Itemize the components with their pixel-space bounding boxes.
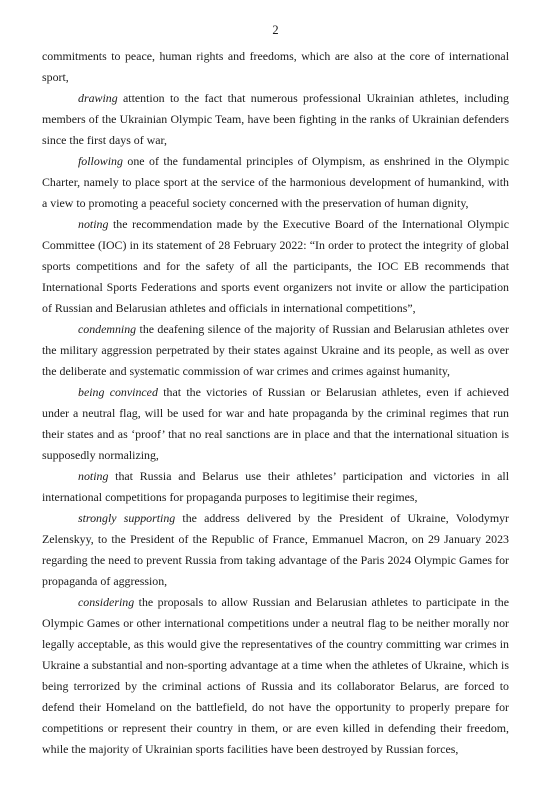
- paragraph-lead: strongly supporting: [78, 511, 176, 525]
- paragraph-lead: following: [78, 154, 123, 168]
- paragraph-text: the deafening silence of the majority of Russian and Belarusian athletes over the military aggression perpetrated by their states against Ukraine and its people, as well as over the deliberate and systematic commission of war crimes and crimes against humanity,: [42, 322, 509, 378]
- paragraph-lead: condemning: [78, 322, 137, 336]
- paragraph-text: that the victories of Russian or Belarusian athletes, even if achieved under a neutral flag, will be used for war and hate propaganda by the criminal regimes that run their states and as ‘proof’ that no real sanctions are in place and that the international situation is supposedly normalizing,: [42, 385, 509, 462]
- paragraph-text: the proposals to allow Russian and Belarusian athletes to participate in the Olympic Games or other international competitions under a neutral flag to be neither morally nor legally acceptable, as this would give the representatives of the country committing war crimes in Ukraine a substantial and non-sporting advantage at a time when the athletes of Ukraine, which is being terrorized by the criminal actions of Russia and its collaborator Belarus, are forced to defend their Homeland on the battlefield, do not have the opportunity to properly prepare for competitions or represent their country in them, or are even killed in defending their freedom, while the majority of Ukrainian sports facilities have been destroyed by Russian forces,: [42, 595, 509, 756]
- paragraph-lead: noting: [78, 469, 109, 483]
- paragraph-text: the recommendation made by the Executive Board of the International Olympic Committee (IOC) in its statement of 28 February 2022: “In order to protect the integrity of global sports competitions and for the safety of all the participants, the IOC EB recommends that International Sports Federations and sports event organizers not invite or allow the participation of Russian and Belarusian athletes and officials in international competitions”,: [42, 217, 509, 315]
- paragraph-noting-ioc: [42, 214, 509, 319]
- paragraph-lead: considering: [78, 595, 135, 609]
- paragraph-following: [42, 151, 509, 214]
- paragraph-considering: [42, 592, 509, 760]
- paragraph-continuation: [42, 46, 509, 88]
- paragraph-drawing: [42, 88, 509, 151]
- paragraph-text: one of the fundamental principles of Olympism, as enshrined in the Olympic Charter, namely to place sport at the service of the harmonious development of humankind, with a view to promoting a peaceful society concerned with the preservation of human dignity,: [42, 154, 509, 210]
- page-number: 2: [272, 23, 279, 37]
- paragraph-noting-propaganda: [42, 466, 509, 508]
- paragraph-strongly-supporting: [42, 508, 509, 592]
- paragraph-text: attention to the fact that numerous professional Ukrainian athletes, including members of the Ukrainian Olympic Team, have been fighting in the ranks of Ukrainian defenders since the first days of war,: [42, 91, 509, 147]
- paragraph-lead: noting: [78, 217, 109, 231]
- paragraph-lead: drawing: [78, 91, 118, 105]
- paragraph-being-convinced: [42, 382, 509, 466]
- paragraph-lead: being convinced: [78, 385, 158, 399]
- paragraph-text: that Russia and Belarus use their athletes’ participation and victories in all international competitions for propaganda purposes to legitimise their regimes,: [42, 469, 509, 504]
- paragraph-text: commitments to peace, human rights and freedoms, which are also at the core of international sport,: [42, 49, 509, 84]
- paragraph-condemning: [42, 319, 509, 382]
- paragraph-text: the address delivered by the President of Ukraine, Volodymyr Zelenskyy, to the President of the Republic of France, Emmanuel Macron, on 29 January 2023 regarding the need to prevent Russia from taking advantage of the Paris 2024 Olympic Games for propaganda of aggression,: [42, 511, 509, 588]
